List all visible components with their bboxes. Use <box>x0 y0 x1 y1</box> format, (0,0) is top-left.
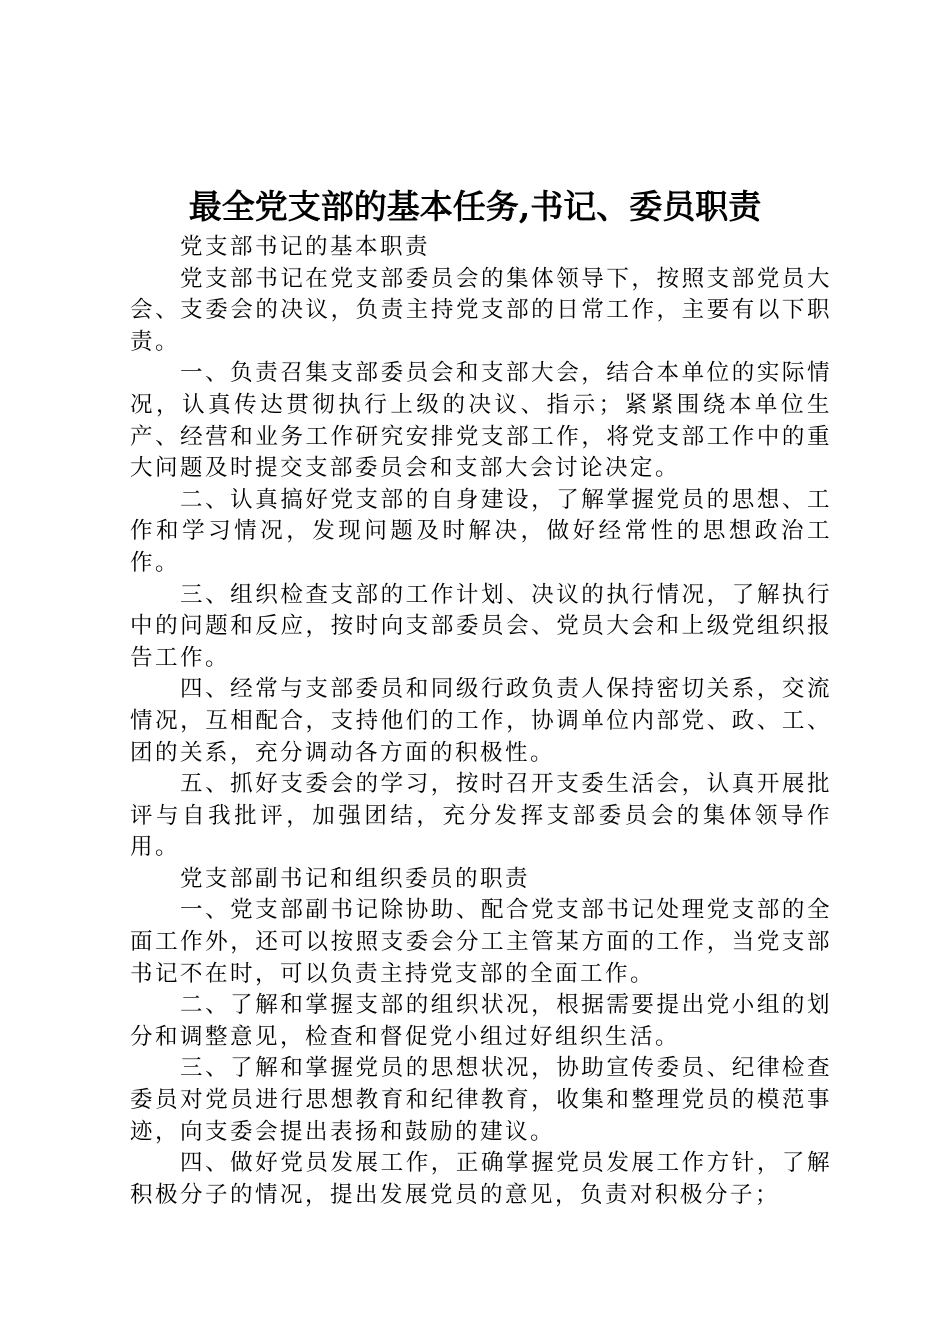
paragraph-deputy-4: 四、做好党员发展工作，正确掌握党员发展工作方针，了解积极分子的情况，提出发展党员的意见，负责对积极分子； <box>130 1150 832 1208</box>
paragraph-deputy-2: 二、了解和掌握支部的组织状况，根据需要提出党小组的划分和调整意见，检查和督促党小组过好组织生活。 <box>130 992 832 1050</box>
paragraph-duty-4: 四、经常与支部委员和同级行政负责人保持密切关系，交流情况，互相配合，支持他们的工作，协调单位内部党、政、工、团的关系，充分调动各方面的积极性。 <box>130 676 832 766</box>
section-heading-deputy: 党支部副书记和组织委员的职责 <box>180 865 531 892</box>
paragraph-duty-2: 二、认真搞好党支部的自身建设，了解掌握党员的思想、工作和学习情况，发现问题及时解决，做好经常性的思想政治工作。 <box>130 486 832 576</box>
document-body <box>130 232 832 1211</box>
paragraph-deputy-1: 一、党支部副书记除协助、配合党支部书记处理党支部的全面工作外，还可以按照支委会分工主管某方面的工作，当党支部书记不在时，可以负责主持党支部的全面工作。 <box>130 897 832 987</box>
paragraph-duty-3: 三、组织检查支部的工作计划、决议的执行情况，了解执行中的问题和反应，按时向支部委员会、党员大会和上级党组织报告工作。 <box>130 581 832 671</box>
paragraph-duty-1: 一、负责召集支部委员会和支部大会，结合本单位的实际情况，认真传达贯彻执行上级的决议、指示；紧紧围绕本单位生产、经营和业务工作研究安排党支部工作，将党支部工作中的重大问题及时提交支部委员会和支部大会讨论决定。 <box>130 360 832 482</box>
paragraph-intro: 党支部书记在党支部委员会的集体领导下，按照支部党员大会、支委会的决议，负责主持党支部的日常工作，主要有以下职责。 <box>130 265 832 355</box>
section-heading-secretary: 党支部书记的基本职责 <box>180 234 431 260</box>
paragraph-duty-5: 五、抓好支委会的学习，按时召开支委生活会，认真开展批评与自我批评，加强团结，充分发挥支部委员会的集体领导作用。 <box>130 771 832 861</box>
paragraph-deputy-3: 三、了解和掌握党员的思想状况，协助宣传委员、纪律检查委员对党员进行思想教育和纪律教育，收集和整理党员的模范事迹，向支委会提出表扬和鼓励的建议。 <box>130 1055 832 1145</box>
document-title: 最全党支部的基本任务,书记、委员职责 <box>188 187 762 226</box>
